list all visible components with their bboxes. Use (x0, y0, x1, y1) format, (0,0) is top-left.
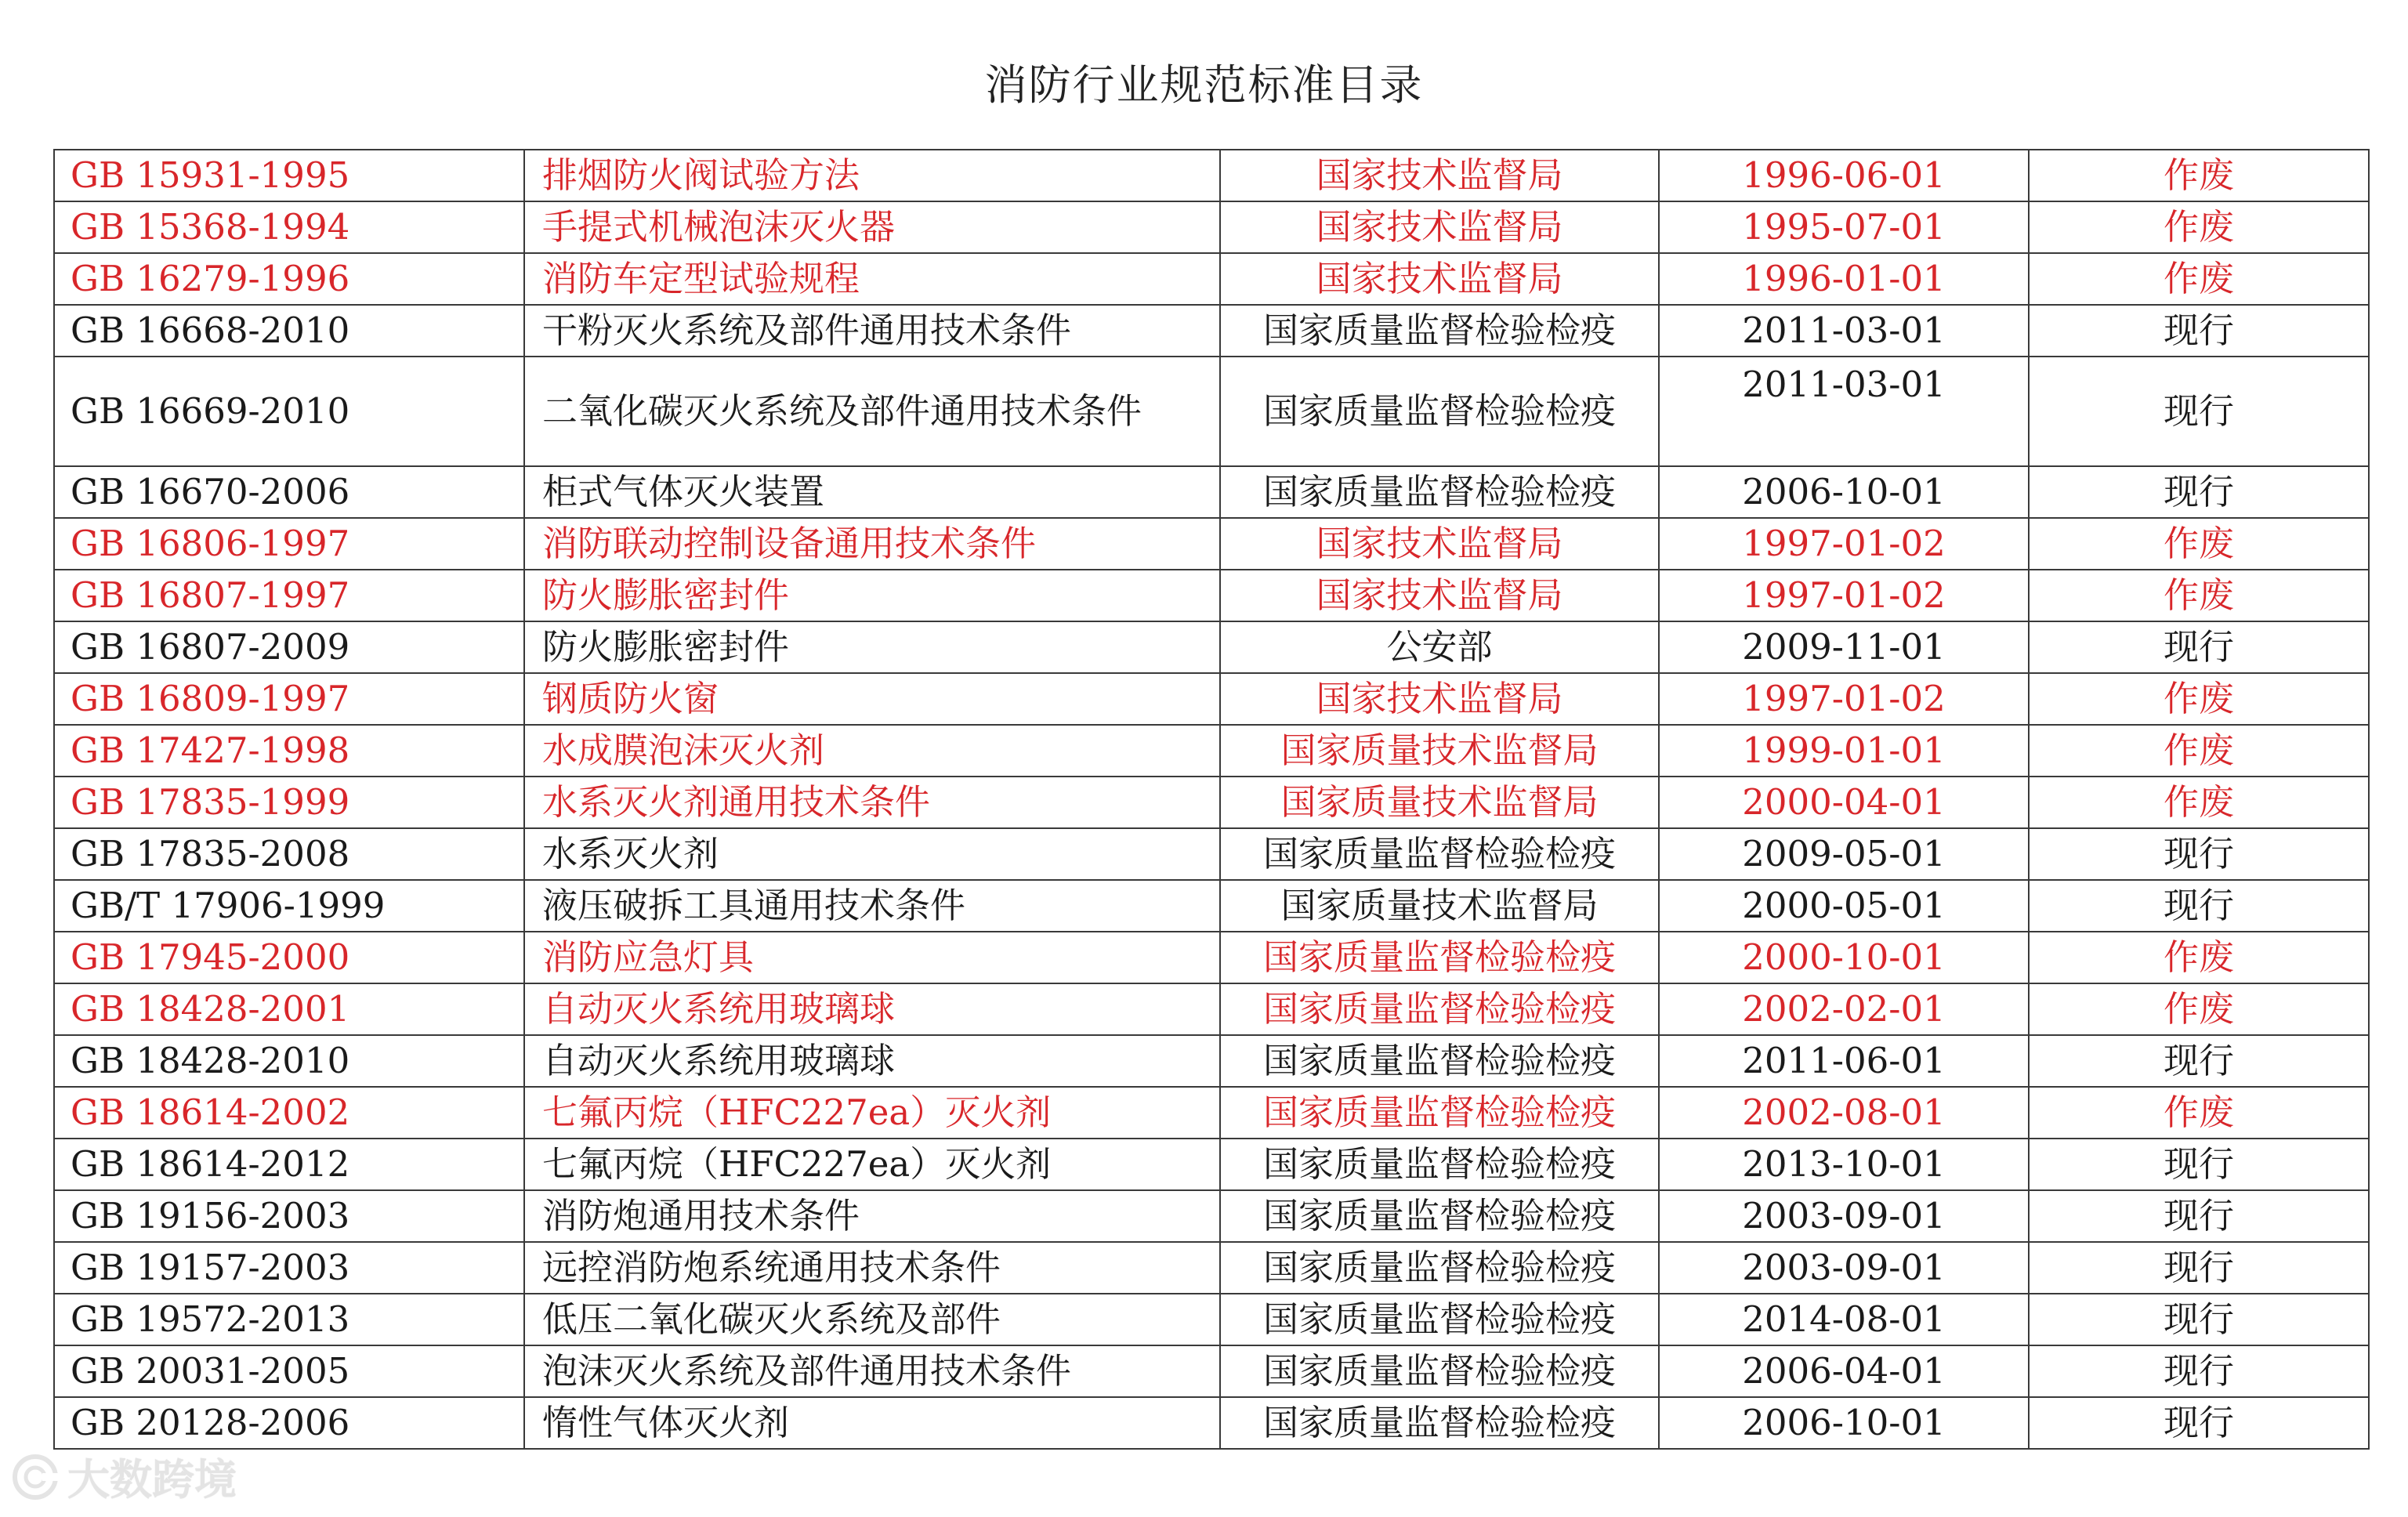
standard-code-cell: GB 16668-2010 (54, 305, 524, 357)
table-row (54, 357, 2369, 466)
table-row (54, 880, 2369, 932)
standard-code-cell: GB 16669-2010 (54, 357, 524, 466)
effective-date-cell: 2006-10-01 (1659, 1397, 2029, 1449)
table-row (54, 518, 2369, 570)
effective-date-cell: 2011-06-01 (1659, 1035, 2029, 1087)
standard-name-cell: 排烟防火阀试验方法 (524, 150, 1220, 201)
table-row (54, 1139, 2369, 1190)
status-cell: 作废 (2029, 518, 2369, 570)
effective-date-cell: 1997-01-02 (1659, 673, 2029, 725)
table-row (54, 1397, 2369, 1449)
issuing-authority-cell: 国家质量监督检验检疫 (1220, 828, 1659, 880)
status-cell: 现行 (2029, 305, 2369, 357)
status-cell: 现行 (2029, 1035, 2369, 1087)
effective-date-cell: 2002-02-01 (1659, 983, 2029, 1035)
watermark (11, 1446, 237, 1507)
standard-name-cell: 防火膨胀密封件 (524, 570, 1220, 621)
standard-code-cell: GB 18428-2010 (54, 1035, 524, 1087)
issuing-authority-cell: 国家技术监督局 (1220, 201, 1659, 253)
standards-table-body (54, 150, 2369, 1449)
table-row (54, 828, 2369, 880)
standard-name-cell: 二氧化碳灭火系统及部件通用技术条件 (524, 357, 1220, 466)
issuing-authority-cell: 公安部 (1220, 621, 1659, 673)
status-cell: 作废 (2029, 253, 2369, 305)
standard-code-cell: GB 16806-1997 (54, 518, 524, 570)
table-row (54, 253, 2369, 305)
effective-date-cell: 2006-10-01 (1659, 466, 2029, 518)
standard-name-cell: 防火膨胀密封件 (524, 621, 1220, 673)
status-cell: 现行 (2029, 1345, 2369, 1397)
status-cell: 现行 (2029, 1190, 2369, 1242)
status-cell: 作废 (2029, 932, 2369, 983)
table-row (54, 725, 2369, 777)
table-row (54, 1345, 2369, 1397)
status-cell: 现行 (2029, 880, 2369, 932)
effective-date-cell: 2011-03-01 (1659, 305, 2029, 357)
standards-table (53, 149, 2370, 1450)
status-cell: 现行 (2029, 1397, 2369, 1449)
table-row (54, 932, 2369, 983)
table-row (54, 983, 2369, 1035)
standard-code-cell: GB 18614-2012 (54, 1139, 524, 1190)
watermark-text: 大数跨境 (67, 1455, 237, 1504)
table-row (54, 621, 2369, 673)
standard-name-cell: 七氟丙烷（HFC227ea）灭火剂 (524, 1139, 1220, 1190)
table-row (54, 305, 2369, 357)
standard-code-cell: GB 19156-2003 (54, 1190, 524, 1242)
issuing-authority-cell: 国家质量技术监督局 (1220, 777, 1659, 828)
issuing-authority-cell: 国家质量监督检验检疫 (1220, 932, 1659, 983)
effective-date-cell: 1997-01-02 (1659, 518, 2029, 570)
status-cell: 作废 (2029, 983, 2369, 1035)
issuing-authority-cell: 国家质量技术监督局 (1220, 725, 1659, 777)
issuing-authority-cell: 国家技术监督局 (1220, 673, 1659, 725)
effective-date-cell: 2000-05-01 (1659, 880, 2029, 932)
effective-date-cell: 1995-07-01 (1659, 201, 2029, 253)
issuing-authority-cell: 国家质量技术监督局 (1220, 880, 1659, 932)
standard-code-cell: GB/T 17906-1999 (54, 880, 524, 932)
table-row (54, 1087, 2369, 1139)
standard-code-cell: GB 16809-1997 (54, 673, 524, 725)
status-cell: 现行 (2029, 621, 2369, 673)
table-row (54, 1190, 2369, 1242)
issuing-authority-cell: 国家质量监督检验检疫 (1220, 1087, 1659, 1139)
status-cell: 现行 (2029, 1294, 2369, 1345)
standard-code-cell: GB 15368-1994 (54, 201, 524, 253)
effective-date-cell: 2003-09-01 (1659, 1242, 2029, 1294)
standard-name-cell: 水系灭火剂 (524, 828, 1220, 880)
issuing-authority-cell: 国家质量监督检验检疫 (1220, 1139, 1659, 1190)
table-row (54, 466, 2369, 518)
standard-code-cell: GB 19157-2003 (54, 1242, 524, 1294)
status-cell: 作废 (2029, 673, 2369, 725)
table-row (54, 1294, 2369, 1345)
standard-name-cell: 钢质防火窗 (524, 673, 1220, 725)
issuing-authority-cell: 国家质量监督检验检疫 (1220, 1190, 1659, 1242)
brand-logo-icon (11, 1453, 60, 1501)
status-cell: 现行 (2029, 466, 2369, 518)
standard-name-cell: 泡沫灭火系统及部件通用技术条件 (524, 1345, 1220, 1397)
effective-date-cell: 2009-05-01 (1659, 828, 2029, 880)
status-cell: 作废 (2029, 725, 2369, 777)
standard-code-cell: GB 20128-2006 (54, 1397, 524, 1449)
standard-name-cell: 消防炮通用技术条件 (524, 1190, 1220, 1242)
effective-date-cell: 2000-10-01 (1659, 932, 2029, 983)
effective-date-cell: 1999-01-01 (1659, 725, 2029, 777)
standard-code-cell: GB 17835-1999 (54, 777, 524, 828)
issuing-authority-cell: 国家质量监督检验检疫 (1220, 1294, 1659, 1345)
effective-date-cell: 2002-08-01 (1659, 1087, 2029, 1139)
effective-date-cell: 1996-01-01 (1659, 253, 2029, 305)
issuing-authority-cell: 国家质量监督检验检疫 (1220, 1397, 1659, 1449)
document-title: 消防行业规范标准目录 (984, 60, 1424, 110)
table-row (54, 777, 2369, 828)
table-row (54, 150, 2369, 201)
standard-code-cell: GB 20031-2005 (54, 1345, 524, 1397)
standard-name-cell: 消防联动控制设备通用技术条件 (524, 518, 1220, 570)
status-cell: 现行 (2029, 357, 2369, 466)
standard-name-cell: 远控消防炮系统通用技术条件 (524, 1242, 1220, 1294)
standard-name-cell: 柜式气体灭火装置 (524, 466, 1220, 518)
standard-code-cell: GB 19572-2013 (54, 1294, 524, 1345)
effective-date-cell: 2013-10-01 (1659, 1139, 2029, 1190)
status-cell: 现行 (2029, 1139, 2369, 1190)
standard-name-cell: 消防车定型试验规程 (524, 253, 1220, 305)
standard-name-cell: 水成膜泡沫灭火剂 (524, 725, 1220, 777)
standard-name-cell: 自动灭火系统用玻璃球 (524, 1035, 1220, 1087)
standard-name-cell: 消防应急灯具 (524, 932, 1220, 983)
effective-date-cell: 2006-04-01 (1659, 1345, 2029, 1397)
standard-name-cell: 干粉灭火系统及部件通用技术条件 (524, 305, 1220, 357)
standard-code-cell: GB 16807-2009 (54, 621, 524, 673)
status-cell: 作废 (2029, 570, 2369, 621)
standard-name-cell: 手提式机械泡沫灭火器 (524, 201, 1220, 253)
effective-date-cell: 1997-01-02 (1659, 570, 2029, 621)
effective-date-cell: 2009-11-01 (1659, 621, 2029, 673)
standard-name-cell: 低压二氧化碳灭火系统及部件 (524, 1294, 1220, 1345)
standard-code-cell: GB 16670-2006 (54, 466, 524, 518)
issuing-authority-cell: 国家质量监督检验检疫 (1220, 466, 1659, 518)
standard-code-cell: GB 16807-1997 (54, 570, 524, 621)
issuing-authority-cell: 国家质量监督检验检疫 (1220, 357, 1659, 466)
standard-name-cell: 水系灭火剂通用技术条件 (524, 777, 1220, 828)
standard-code-cell: GB 17427-1998 (54, 725, 524, 777)
standard-code-cell: GB 16279-1996 (54, 253, 524, 305)
issuing-authority-cell: 国家技术监督局 (1220, 253, 1659, 305)
standard-code-cell: GB 17945-2000 (54, 932, 524, 983)
status-cell: 作废 (2029, 1087, 2369, 1139)
issuing-authority-cell: 国家质量监督检验检疫 (1220, 1345, 1659, 1397)
effective-date-cell: 2003-09-01 (1659, 1190, 2029, 1242)
standard-name-cell: 自动灭火系统用玻璃球 (524, 983, 1220, 1035)
issuing-authority-cell: 国家质量监督检验检疫 (1220, 1035, 1659, 1087)
standard-name-cell: 液压破拆工具通用技术条件 (524, 880, 1220, 932)
effective-date-cell: 2011-03-01 (1659, 357, 2029, 466)
effective-date-cell: 1996-06-01 (1659, 150, 2029, 201)
effective-date-cell: 2014-08-01 (1659, 1294, 2029, 1345)
standard-code-cell: GB 18614-2002 (54, 1087, 524, 1139)
issuing-authority-cell: 国家质量监督检验检疫 (1220, 1242, 1659, 1294)
table-row (54, 1035, 2369, 1087)
status-cell: 现行 (2029, 828, 2369, 880)
standard-code-cell: GB 18428-2001 (54, 983, 524, 1035)
issuing-authority-cell: 国家质量监督检验检疫 (1220, 983, 1659, 1035)
effective-date-cell: 2000-04-01 (1659, 777, 2029, 828)
issuing-authority-cell: 国家技术监督局 (1220, 518, 1659, 570)
status-cell: 作废 (2029, 777, 2369, 828)
standard-code-cell: GB 17835-2008 (54, 828, 524, 880)
standard-code-cell: GB 15931-1995 (54, 150, 524, 201)
standard-name-cell: 惰性气体灭火剂 (524, 1397, 1220, 1449)
status-cell: 作废 (2029, 201, 2369, 253)
table-row (54, 1242, 2369, 1294)
table-row (54, 673, 2369, 725)
status-cell: 现行 (2029, 1242, 2369, 1294)
status-cell: 作废 (2029, 150, 2369, 201)
table-row (54, 201, 2369, 253)
standard-name-cell: 七氟丙烷（HFC227ea）灭火剂 (524, 1087, 1220, 1139)
issuing-authority-cell: 国家技术监督局 (1220, 570, 1659, 621)
issuing-authority-cell: 国家技术监督局 (1220, 150, 1659, 201)
issuing-authority-cell: 国家质量监督检验检疫 (1220, 305, 1659, 357)
table-row (54, 570, 2369, 621)
